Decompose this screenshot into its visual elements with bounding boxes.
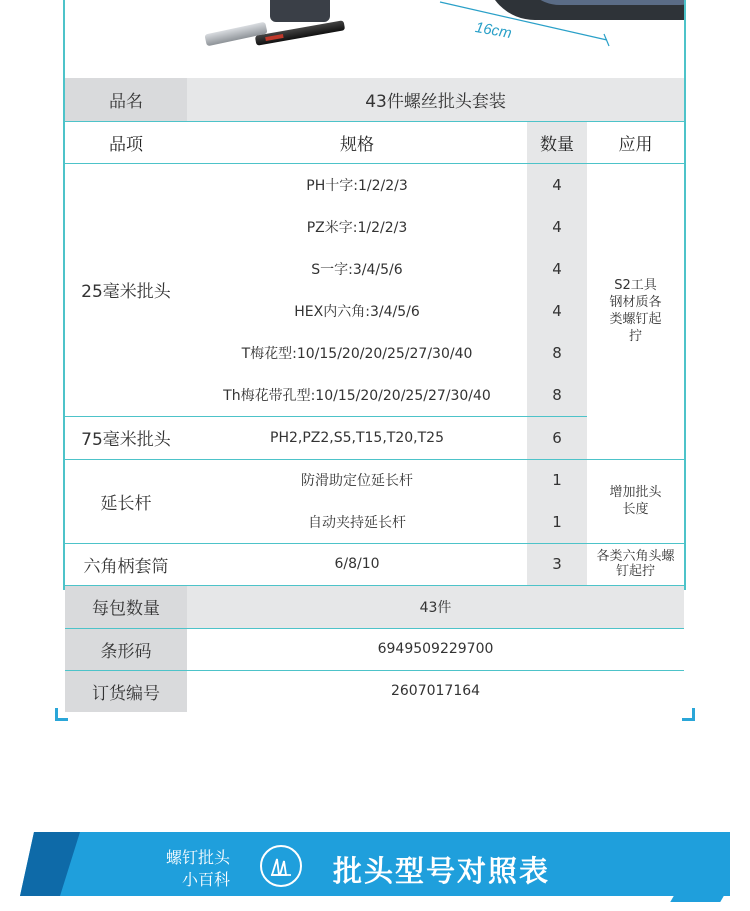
application-hex-socket [587,543,684,585]
spec-cell: S一字:3/4/5/6 [311,262,403,278]
spec-table [65,78,684,712]
spec-cell: T梅花型:10/15/20/20/25/27/30/40 [241,346,473,362]
spec-cell: 自动夹持延长杆 [187,501,527,543]
qty-cell: 8 [527,374,587,416]
spec-cell: Th梅花带孔型:10/15/20/20/25/27/30/40 [187,374,527,416]
header-spec: 规格 [187,121,527,163]
per-pack-value: 43件 [187,585,684,628]
qty-cell: 6 [527,416,587,459]
header-application: 应用 [587,121,684,163]
banner-subtitle [140,847,230,891]
category-extension-bar: 延长杆 [65,459,187,543]
spec-cell: HEX内六角:3/4/5/6 [294,304,420,320]
qty-cell: 4 [527,163,587,206]
category-25mm-bits: 25毫米批头 [65,163,187,416]
qty-cell: 3 [527,543,587,585]
qty-cell: 4 [527,206,587,248]
banner-tail [670,896,723,902]
dimension-label: 16cm [473,18,513,43]
qty-cell: 4 [527,290,587,332]
spec-cell: PZ米字:1/2/2/3 [306,220,408,236]
spec-cell: 6/8/10 [187,543,527,585]
header-qty: 数量 [527,121,587,163]
bits-icon [260,845,302,887]
header-item: 品项 [65,121,187,163]
category-hex-socket: 六角柄套筒 [65,543,187,585]
spec-cell: 防滑助定位延长杆 [301,473,413,490]
spec-cell: PH十字:1/2/2/3 [306,177,408,194]
application-text: S2工具钢材质各类螺钉起拧 [609,278,662,344]
product-name-value: 43件螺丝批头套装 [187,78,684,121]
per-pack-label: 每包数量 [65,585,187,628]
qty-cell: 4 [527,248,587,290]
category-75mm-bits: 75毫米批头 [65,416,187,459]
qty-cell: 1 [527,459,587,501]
order-number-label: 订货编号 [65,670,187,712]
spec-cell: PH2,PZ2,S5,T15,T20,T25 [187,416,527,459]
barcode-label: 条形码 [65,628,187,670]
application-text: 各类六角头螺钉起拧 [596,549,675,579]
frame-right-line [684,0,686,590]
banner-title: 批头型号对照表 [333,854,551,888]
application-text: 增加批头长度 [609,485,662,517]
banner-subtitle-line2: 小百科 [181,870,230,889]
order-number-value: 2607017164 [390,683,481,700]
product-name-label: 品名 [65,78,187,121]
qty-cell: 1 [527,501,587,543]
application-extension [587,459,684,543]
banner-subtitle-line1: 螺钉批头 [165,848,230,867]
measurement-line [0,0,750,80]
application-25mm-bits [587,163,684,459]
barcode-value: 6949509229700 [187,628,684,670]
qty-cell: 8 [527,332,587,374]
